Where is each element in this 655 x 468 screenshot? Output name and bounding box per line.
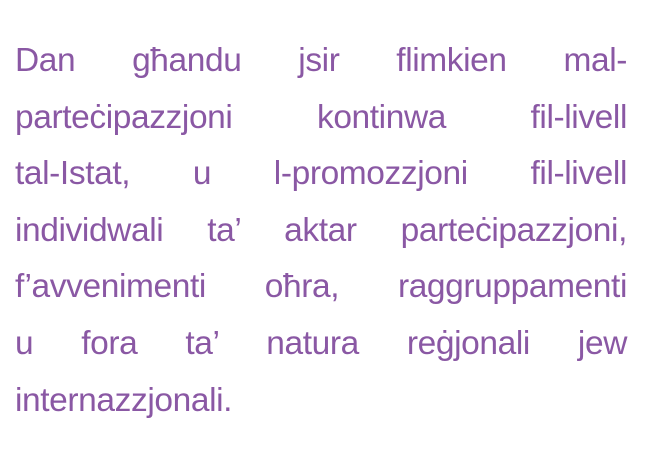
paragraph-line: f’avvenimenti oħra, raggruppamenti [15,268,627,306]
paragraph-line: Dan għandu jsir flimkien mal- [15,42,627,79]
paragraph-line-last: internazzjonali. [15,381,233,419]
paragraph-line: parteċipazzjoni kontinwa fil-livell [15,98,627,136]
paragraph-line: tal-Istat, u l-promozzjoni fil-livell [15,155,627,193]
paragraph-line: u fora ta’ natura reġjonali jew [15,324,627,362]
body-paragraph [15,36,627,432]
paragraph-line: individwali ta’ aktar parteċipazzjoni, [15,211,627,249]
